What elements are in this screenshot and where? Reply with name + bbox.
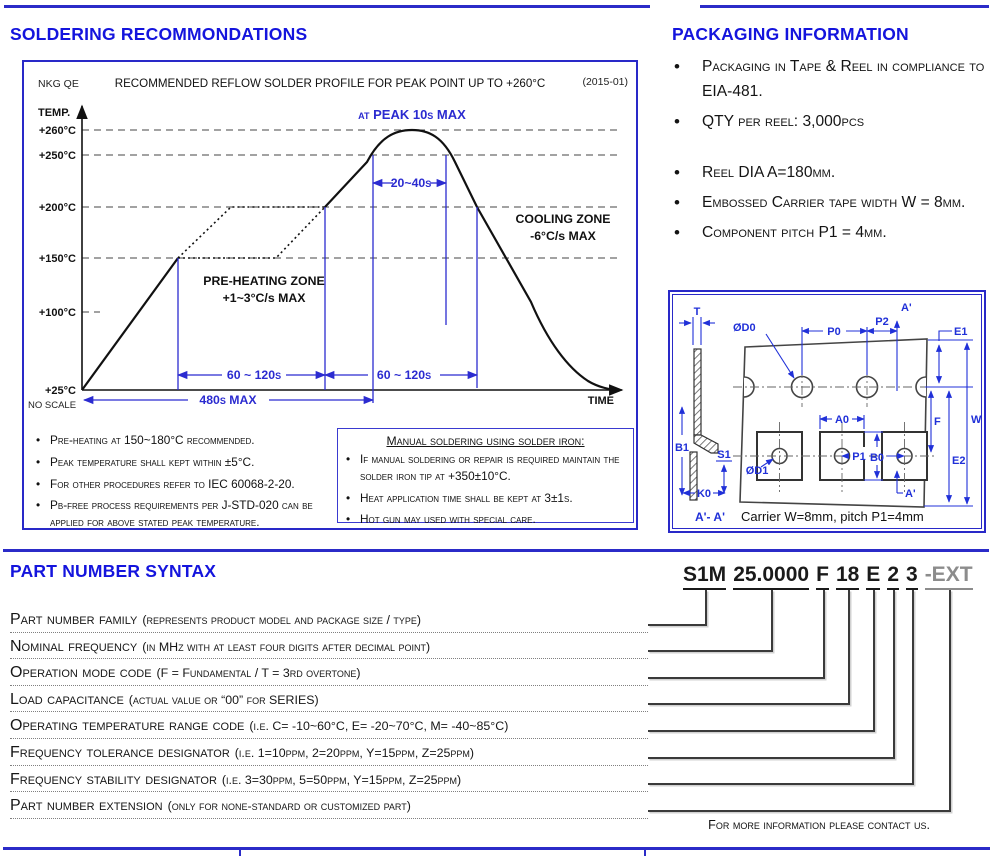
row-label: Frequency tolerance designator [10,743,230,761]
row-label: Nominal frequency [10,637,138,655]
chart-title: RECOMMENDED REFLOW SOLDER PROFILE FOR PEAK POINT UP TO +260°C [114,77,546,90]
preheat-zone-label: PRE-HEATING ZONE [203,274,325,288]
pn-connector-horizontal [648,730,875,732]
packaging-heading: PACKAGING INFORMATION [672,24,909,44]
duration1-label: 60 ~ 120s [226,368,282,382]
tick-100: +100°C [38,307,76,319]
duration2-label: 60 ~ 120s [376,368,432,382]
note-text: Pre-heating at 150~180°C recommended. [50,433,255,447]
syntax-row [10,659,648,686]
pn-segment-extension: -EXT [925,563,973,590]
pn-connector-vertical [949,590,951,810]
syntax-row [10,766,648,793]
row-detail: (i.e. 1=10ppm, 2=20ppm, Y=15ppm, Z=25ppm) [234,745,474,760]
note-text: For other procedures refer to IEC 60068-2-20. [50,476,295,491]
axis-labels [28,107,614,411]
x-axis-label: TIME [587,395,614,407]
row-detail: (i.e. 3=30ppm, 5=50ppm, Y=15ppm, Z=25ppm) [221,772,462,787]
contact-note: For more information please contact us. [708,818,930,832]
section-label: A'- A' [695,510,725,524]
packaging-list [672,54,988,250]
syntax-row [10,606,648,633]
packaging-item-text: Packaging in Tape & Reel in compliance to EIA-481. [702,58,985,100]
row-label: Part number family [10,611,138,628]
top-rule-left [4,5,650,8]
part-number-syntax-section [0,549,993,856]
footer-tick [239,849,241,856]
pn-segment-family: S1M [683,563,726,590]
tape-diagram-svg [673,295,985,532]
packaging-item-text: QTY per reel: 3,000pcs [702,113,865,130]
soldering-heading: SOLDERING RECOMMONDATIONS [10,24,308,44]
cooling-rate-label: -6°C/s MAX [530,229,596,243]
no-scale-label: NO SCALE [28,400,77,411]
dim-label-b1: B1 [674,442,690,454]
peak-label: at PEAK 10s MAX [358,107,466,122]
dim-label-t: T [693,306,701,318]
manual-item [346,511,625,528]
dim-label-f: F [934,416,941,428]
manual-item-text: Heat application time shall be kept at 3±1s. [360,490,573,505]
dim-label-d0: ØD0 [733,322,756,334]
manual-soldering-box [337,428,634,527]
row-label: Part number extension [10,797,163,815]
window-label: 20~40s [390,176,432,190]
packaging-item-text: Reel DIA A=180mm. [702,164,836,181]
packaging-item [672,160,988,185]
chart-corner-label: NKG QE [38,78,79,90]
pn-connector-horizontal [648,757,895,759]
part-number-heading: PART NUMBER SYNTAX [10,561,217,581]
note-item [36,476,334,493]
pn-segment-stability: 3 [906,563,918,590]
note-text: Peak temperature shall kept within ±5°C. [50,454,255,469]
row-label: Load capacitance [10,690,124,708]
pn-segment-frequency: 25.0000 [733,563,809,590]
tick-150: +150°C [38,253,76,265]
section-divider-rule [3,549,989,552]
packaging-item-text: Component pitch P1 = 4mm. [702,224,887,241]
packaging-item [672,190,988,215]
packaging-item [672,54,988,104]
syntax-row [10,686,648,713]
pn-segment-load: 18 [836,563,859,590]
manual-item-text: Hot gun may used with special care. [360,512,536,527]
manual-box-title: Manual soldering using solder iron: [386,434,585,448]
dim-label-p2: P2 [875,316,889,328]
manual-item-text: If manual soldering or repair is required maintain the solder iron tip at +350±10°C. [360,452,620,483]
syntax-row [10,633,648,660]
pn-connector-horizontal [648,650,773,652]
dim-label-a-bottom: A' [905,488,916,500]
tick-25: +25°C [44,385,76,397]
dim-label-b0: B0 [869,452,885,464]
axes [82,106,622,390]
pn-connector-horizontal [648,703,850,705]
footer-tick [644,849,646,856]
y-axis-label: TEMP. [38,107,71,119]
row-detail: (F = Fundamental / T = 3rd overtone) [156,666,361,681]
pn-connector-vertical [705,590,707,624]
row-detail: (only for none-standard or customized part) [167,799,411,814]
syntax-rows [10,606,648,819]
pn-connector-vertical [848,590,850,703]
dim-label-k0: K0 [696,488,712,500]
tick-250: +250°C [38,150,76,162]
tick-260: +260°C [38,125,76,137]
pn-connector-vertical [893,590,895,757]
note-item [36,454,334,471]
bottom-rule [3,847,990,850]
part-number-example [683,563,973,590]
pn-connector-horizontal [648,677,825,679]
tick-200: +200°C [38,202,76,214]
reflow-profile-chart [26,90,634,422]
tape-cross-section [690,349,718,500]
pn-connector-vertical [873,590,875,730]
pn-segment-temp: E [866,563,880,590]
tape-caption: Carrier W=8mm, pitch P1=4mm [741,509,924,524]
row-detail: (i.e. C= -10~60°C, E= -20~70°C, M= -40~85°C) [249,719,509,734]
manual-item [346,451,625,485]
reflow-curve [82,130,620,390]
annotations [84,107,610,407]
dim-label-d1: ØD1 [745,465,769,477]
preheat-rate-label: +1~3°C/s MAX [222,291,306,305]
pn-connector-horizontal [648,624,707,626]
pn-segment-mode: F [816,563,829,590]
row-label: Operating temperature range code [10,717,245,735]
note-item [36,497,334,531]
reflow-profile-figure [22,60,638,530]
dim-label-e2: E2 [952,455,966,467]
row-label: Frequency stability designator [10,770,217,788]
note-text: Pb-free process requirements per J-STD-020 can be applied for above stated peak temperature. [50,498,313,529]
dim-label-e1: E1 [954,326,968,338]
syntax-row [10,792,648,819]
dim-label-a0: A0 [834,414,850,426]
chart-revision: (2015-01) [582,76,628,88]
syntax-row [10,739,648,766]
packaging-item-text: Embossed Carrier tape width W = 8mm. [702,194,966,211]
pn-segment-tolerance: 2 [887,563,899,590]
pn-connector-horizontal [648,810,951,812]
cooling-zone-label: COOLING ZONE [515,212,611,226]
row-detail: (in MHz with at least four digits after decimal point) [142,639,431,654]
pn-connector-horizontal [648,783,914,785]
pn-connector-vertical [823,590,825,677]
dim-label-p1: P1 [852,451,866,463]
packaging-item [672,220,988,245]
row-detail: (actual value or “00” for SERIES) [128,692,319,707]
soldering-notes [36,432,334,536]
packaging-item [672,109,988,134]
total-time-label: 480s MAX [199,393,257,407]
manual-item [346,490,625,507]
dim-label-a-top: A' [901,302,912,314]
row-label: Operation mode code [10,664,152,682]
top-rule-right [700,5,989,8]
syntax-row [10,712,648,739]
pn-connector-vertical [912,590,914,783]
note-item [36,432,334,449]
carrier-tape-drawing [668,290,986,533]
dim-label-p0: P0 [827,326,841,338]
row-detail: (represents product model and package size / type) [142,613,422,627]
pn-connector-vertical [771,590,773,650]
tape-top-view [740,339,927,507]
dim-label-s1: S1 [717,449,731,461]
dim-label-w: W [971,414,982,426]
